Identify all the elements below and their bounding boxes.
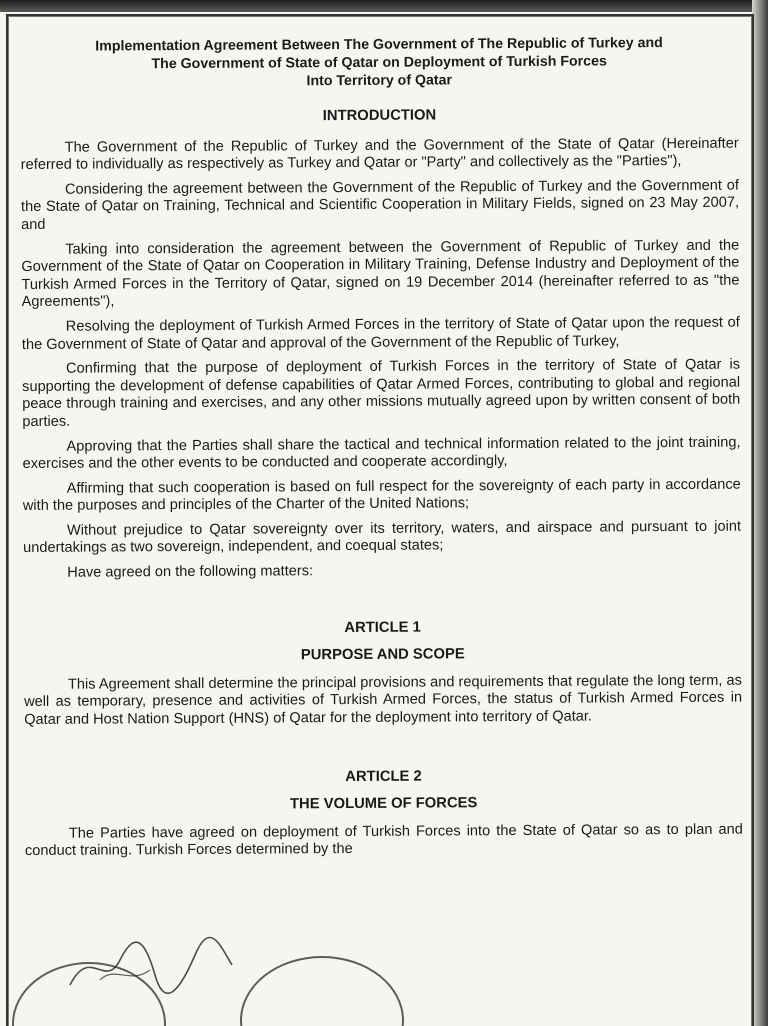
- article-2-subheading: THE VOLUME OF FORCES: [289, 795, 478, 813]
- paragraph-taking-into-consideration: Taking into consideration the agreement between the Government of Republic of Turkey and the Government of the State of Qatar on Cooperation in Military Training, Defense Industry and Deployment of the Turkish Armed Forces in the Territory of Qatar, signed on 19 December 2014 (hereinafter referred to as "the Agreements"),: [21, 237, 740, 311]
- article-1-heading: ARTICLE 1: [344, 619, 421, 636]
- article-2-text: The Parties have agreed on deployment of Turkish Forces into the State of Qatar so as to plan and conduct training. Turkish Forces determined by the: [24, 821, 743, 860]
- article-2-heading: ARTICLE 2: [345, 768, 422, 785]
- paragraph-considering: Considering the agreement between the Government of the Republic of Turkey and the Government of the State of Qatar on Training, Technical and Scientific Cooperation in Military Fields, signed on 23 May 2007, and: [20, 177, 740, 233]
- scan-right-edge: [752, 0, 768, 1026]
- paragraph-resolving: Resolving the deployment of Turkish Armed Forces in the territory of State of Qatar upon the request of the Government of State of Qatar and approval of the Government of the Republic of Turkey,: [21, 314, 740, 353]
- title-line-3: Into Territory of Qatar: [306, 72, 453, 90]
- title-line-1: Implementation Agreement Between The Government of The Republic of Turkey and: [95, 35, 663, 55]
- document-body: [20, 34, 743, 868]
- introduction-heading: INTRODUCTION: [322, 107, 437, 125]
- paragraph-without-prejudice: Without prejudice to Qatar sovereignty over its territory, waters, and airspace and pursuant to joint undertakings as two sovereign, independent, and coequal states;: [23, 518, 742, 557]
- article-1-text: This Agreement shall determine the principal provisions and requirements that regulate the long term, as well as temporary, presence and activities of Turkish Armed Forces, the status of Turkish Armed Forces in Qatar and Host Nation Support (HNS) of Qatar for the deployment into territory of Qatar.: [24, 672, 743, 729]
- paragraph-parties: The Government of the Republic of Turkey and the Government of the State of Qatar (Hereinafter referred to individually as respectively as Turkey and Qatar or "Party" and collectively as the "Parties"),: [20, 135, 739, 174]
- paragraph-confirming: Confirming that the purpose of deployment of Turkish Forces in the territory of State of Qatar is supporting the development of defense capabilities of Qatar Armed Forces, contributing to global and regional peace through training and exercises, and any other missions mutually agreed upon by written consent of both parties.: [22, 356, 741, 430]
- paragraph-agreed: Have agreed on the following matters:: [67, 563, 314, 581]
- document-title: [20, 34, 738, 92]
- paragraph-affirming: Affirming that such cooperation is based on full respect for the sovereignty of each party in accordance with the purposes and principles of the Charter of the United Nations;: [22, 476, 741, 515]
- scan-top-edge: [0, 0, 768, 12]
- article-1-subheading: PURPOSE AND SCOPE: [300, 646, 465, 664]
- handwritten-signature: [60, 935, 240, 995]
- title-line-2: The Government of State of Qatar on Deployment of Turkish Forces: [151, 53, 607, 73]
- paragraph-approving: Approving that the Parties shall share the tactical and technical information related to the joint training, exercises and the other events to be conducted and cooperate accordingly,: [22, 434, 741, 473]
